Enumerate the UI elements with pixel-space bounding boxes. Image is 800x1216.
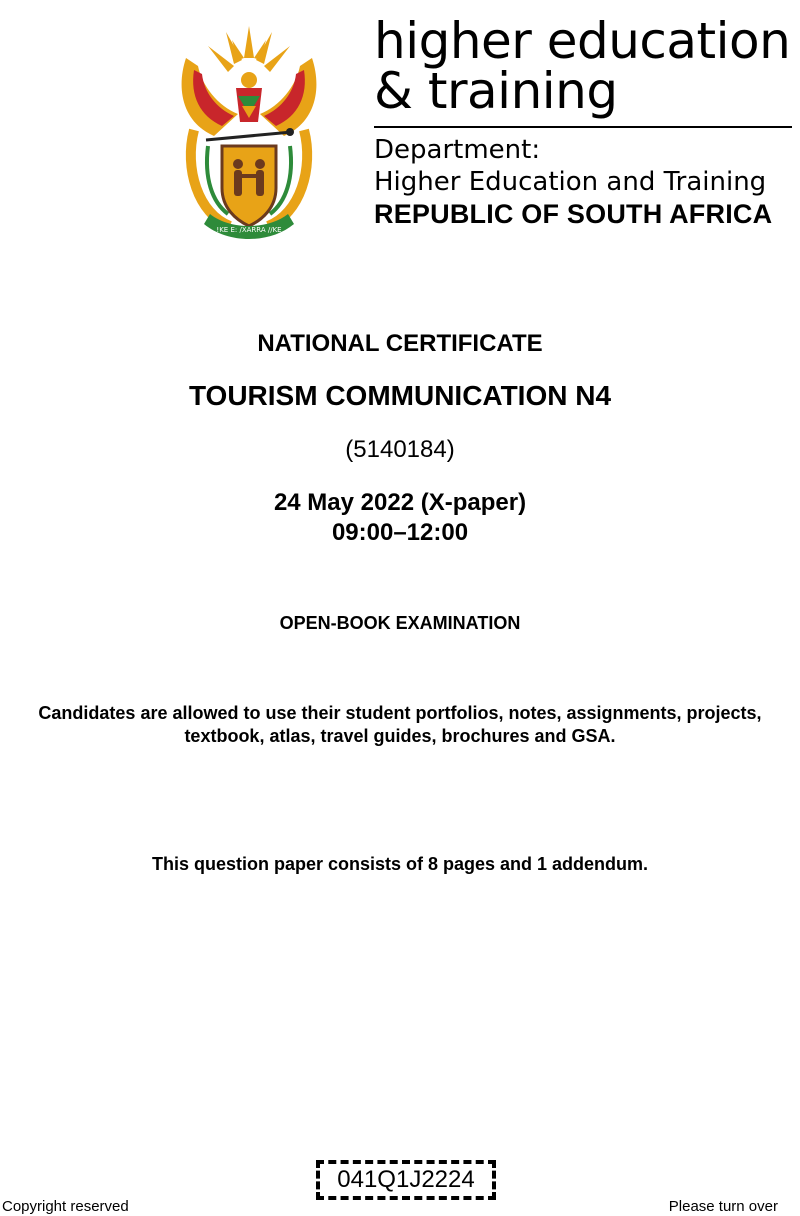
sun-rays-icon xyxy=(208,26,290,72)
crest-motto: !KE E: /XARRA //KE xyxy=(216,226,282,234)
exam-date-block xyxy=(0,488,800,548)
department-logo xyxy=(374,12,794,230)
allowed-materials-line-2: textbook, atlas, travel guides, brochures and GSA. xyxy=(184,726,616,746)
paper-code-box xyxy=(316,1160,496,1200)
page-count-note: This question paper consists of 8 pages and 1 addendum. xyxy=(151,854,649,874)
subject-title: TOURISM COMMUNICATION N4 xyxy=(188,380,612,411)
country-name: REPUBLIC OF SOUTH AFRICA xyxy=(374,199,773,229)
turn-over-note: Please turn over xyxy=(668,1198,778,1215)
coat-of-arms-icon xyxy=(168,18,330,246)
allowed-materials xyxy=(0,702,800,748)
copyright-note: Copyright reserved xyxy=(2,1198,129,1215)
paper-code: 041Q1J2224 xyxy=(337,1166,475,1193)
shield-icon xyxy=(222,146,276,226)
allowed-materials-line-1: Candidates are allowed to use their student portfolios, notes, assignments, projects, xyxy=(38,703,762,723)
subject-code: (5140184) xyxy=(345,436,455,463)
department-label: Department: xyxy=(374,135,541,165)
qualification-title: NATIONAL CERTIFICATE xyxy=(257,330,543,357)
exam-date: 24 May 2022 (X-paper) xyxy=(273,489,527,516)
department-name: Higher Education and Training xyxy=(374,167,767,197)
brand-line-2: & training xyxy=(374,62,618,120)
logo-divider xyxy=(374,126,792,128)
exam-type: OPEN-BOOK EXAMINATION xyxy=(279,613,521,633)
exam-time: 09:00–12:00 xyxy=(331,519,469,546)
brand-line-1: higher education xyxy=(374,12,791,70)
